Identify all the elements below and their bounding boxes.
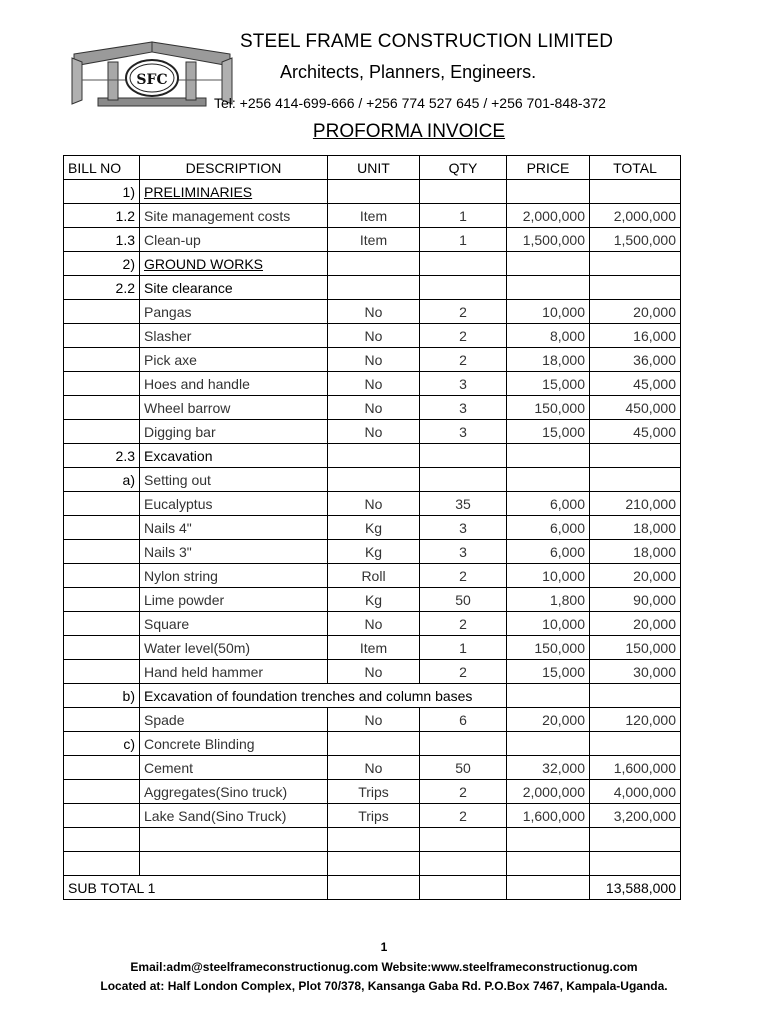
cell-bill-no [64, 756, 140, 780]
cell-total: 18,000 [590, 540, 681, 564]
cell-bill-no: 2) [64, 252, 140, 276]
cell-bill-no [64, 324, 140, 348]
subtotal-value: 13,588,000 [590, 876, 681, 900]
cell-unit: No [328, 324, 420, 348]
cell-total: 120,000 [590, 708, 681, 732]
cell-bill-no: c) [64, 732, 140, 756]
cell-total: 45,000 [590, 372, 681, 396]
invoice-rows [64, 180, 681, 876]
cell-qty [420, 732, 507, 756]
cell-description: Eucalyptus [140, 492, 328, 516]
footer-contact: Email:adm@steelframeconstructionug.com Website:www.steelframeconstructionug.com [130, 960, 638, 974]
cell-price: 150,000 [507, 636, 590, 660]
cell-description: Nylon string [140, 564, 328, 588]
cell-description: Nails 4" [140, 516, 328, 540]
cell-unit: No [328, 708, 420, 732]
cell-description: Lake Sand(Sino Truck) [140, 804, 328, 828]
cell-qty [420, 468, 507, 492]
table-row [64, 420, 681, 444]
cell-price [507, 252, 590, 276]
col-header-price: PRICE [507, 156, 590, 180]
subtotal-label: SUB TOTAL 1 [64, 876, 328, 900]
table-row [64, 396, 681, 420]
cell-bill-no [64, 516, 140, 540]
cell-price: 20,000 [507, 708, 590, 732]
cell-price: 10,000 [507, 564, 590, 588]
table-row [64, 180, 681, 204]
cell-description: Hand held hammer [140, 660, 328, 684]
company-phone: Tel: +256 414-699-666 / +256 774 527 645 / +256 701-848-372 [214, 95, 606, 111]
cell-description: Site management costs [140, 204, 328, 228]
cell-description [140, 828, 328, 852]
cell-unit: No [328, 372, 420, 396]
cell-total: 45,000 [590, 420, 681, 444]
company-tagline: Architects, Planners, Engineers. [280, 62, 537, 82]
cell-total: 20,000 [590, 612, 681, 636]
cell-qty [420, 180, 507, 204]
cell-bill-no: 2.2 [64, 276, 140, 300]
table-row [64, 588, 681, 612]
footer-address: Located at: Half London Complex, Plot 70/378, Kansanga Gaba Rd. P.O.Box 7467, Kampala-Uganda. [100, 979, 668, 993]
table-row [64, 492, 681, 516]
cell-bill-no [64, 708, 140, 732]
cell-price: 8,000 [507, 324, 590, 348]
cell-total: 20,000 [590, 564, 681, 588]
cell-unit [328, 252, 420, 276]
cell-bill-no: 1.2 [64, 204, 140, 228]
cell-qty: 2 [420, 660, 507, 684]
table-row [64, 684, 681, 708]
cell-unit [328, 852, 420, 876]
cell-price [507, 684, 590, 708]
table-row [64, 204, 681, 228]
table-row [64, 708, 681, 732]
cell-description: Lime powder [140, 588, 328, 612]
cell-total [590, 468, 681, 492]
cell-price: 15,000 [507, 420, 590, 444]
cell-unit: No [328, 348, 420, 372]
logo-text: SFC [136, 72, 168, 88]
cell-total: 210,000 [590, 492, 681, 516]
table-row [64, 852, 681, 876]
cell-qty: 35 [420, 492, 507, 516]
cell-bill-no [64, 420, 140, 444]
table-row [64, 756, 681, 780]
cell-unit: Kg [328, 588, 420, 612]
cell-qty: 3 [420, 372, 507, 396]
cell-bill-no: 1.3 [64, 228, 140, 252]
cell-qty [420, 252, 507, 276]
cell-price: 2,000,000 [507, 780, 590, 804]
table-row [64, 660, 681, 684]
cell-unit: Item [328, 228, 420, 252]
cell-bill-no [64, 804, 140, 828]
cell-qty: 2 [420, 804, 507, 828]
cell-total [590, 444, 681, 468]
cell-total [590, 180, 681, 204]
cell-description: Square [140, 612, 328, 636]
cell-description: PRELIMINARIES [140, 180, 328, 204]
cell-qty [420, 852, 507, 876]
cell-unit: No [328, 612, 420, 636]
cell-unit [328, 732, 420, 756]
cell-price [507, 852, 590, 876]
cell-description: Concrete Blinding [140, 732, 328, 756]
col-header-qty: QTY [420, 156, 507, 180]
cell-total: 90,000 [590, 588, 681, 612]
cell-qty: 6 [420, 708, 507, 732]
col-header-bill-no: BILL NO [64, 156, 140, 180]
company-name: STEEL FRAME CONSTRUCTION LIMITED [240, 31, 614, 52]
table-cell [328, 876, 420, 900]
cell-total: 1,600,000 [590, 756, 681, 780]
cell-price: 2,000,000 [507, 204, 590, 228]
cell-price: 10,000 [507, 300, 590, 324]
cell-total: 2,000,000 [590, 204, 681, 228]
cell-qty: 2 [420, 612, 507, 636]
cell-price: 15,000 [507, 660, 590, 684]
cell-bill-no [64, 660, 140, 684]
table-row [64, 300, 681, 324]
cell-unit: Kg [328, 540, 420, 564]
cell-unit [328, 468, 420, 492]
cell-description: GROUND WORKS [140, 252, 328, 276]
cell-qty: 2 [420, 324, 507, 348]
table-row [64, 252, 681, 276]
table-row [64, 348, 681, 372]
table-row [64, 636, 681, 660]
cell-description: Clean-up [140, 228, 328, 252]
cell-bill-no: 2.3 [64, 444, 140, 468]
cell-unit: Item [328, 204, 420, 228]
table-row [64, 540, 681, 564]
cell-total: 150,000 [590, 636, 681, 660]
cell-qty: 1 [420, 636, 507, 660]
cell-price [507, 180, 590, 204]
table-row [64, 612, 681, 636]
cell-unit: No [328, 420, 420, 444]
cell-description: Wheel barrow [140, 396, 328, 420]
cell-bill-no: b) [64, 684, 140, 708]
cell-qty: 2 [420, 780, 507, 804]
cell-price: 6,000 [507, 540, 590, 564]
cell-total [590, 684, 681, 708]
table-cell [420, 876, 507, 900]
col-header-description: DESCRIPTION [140, 156, 328, 180]
table-row [64, 780, 681, 804]
cell-total: 450,000 [590, 396, 681, 420]
cell-bill-no [64, 852, 140, 876]
company-logo [68, 40, 236, 116]
cell-description: Cement [140, 756, 328, 780]
cell-price [507, 828, 590, 852]
cell-total: 30,000 [590, 660, 681, 684]
cell-bill-no: a) [64, 468, 140, 492]
cell-description: Pangas [140, 300, 328, 324]
cell-qty: 3 [420, 420, 507, 444]
cell-unit [328, 828, 420, 852]
cell-price [507, 468, 590, 492]
cell-bill-no [64, 828, 140, 852]
cell-unit: No [328, 492, 420, 516]
cell-qty [420, 828, 507, 852]
cell-price [507, 444, 590, 468]
cell-price: 6,000 [507, 516, 590, 540]
cell-price: 150,000 [507, 396, 590, 420]
page-number: 1 [380, 940, 388, 954]
cell-qty: 50 [420, 756, 507, 780]
cell-bill-no [64, 636, 140, 660]
cell-price: 6,000 [507, 492, 590, 516]
cell-description: Aggregates(Sino truck) [140, 780, 328, 804]
cell-unit: Kg [328, 516, 420, 540]
cell-bill-no [64, 300, 140, 324]
cell-price: 1,800 [507, 588, 590, 612]
cell-price: 15,000 [507, 372, 590, 396]
table-row [64, 732, 681, 756]
cell-total: 18,000 [590, 516, 681, 540]
cell-total [590, 276, 681, 300]
cell-qty: 3 [420, 396, 507, 420]
cell-bill-no [64, 396, 140, 420]
document-title: PROFORMA INVOICE [312, 121, 506, 142]
cell-description: Excavation of foundation trenches and column bases [140, 684, 507, 708]
cell-qty: 3 [420, 540, 507, 564]
cell-bill-no [64, 780, 140, 804]
table-header-row [64, 156, 681, 180]
table-row [64, 468, 681, 492]
cell-total: 16,000 [590, 324, 681, 348]
cell-qty: 1 [420, 204, 507, 228]
cell-description: Setting out [140, 468, 328, 492]
table-row [64, 324, 681, 348]
cell-total: 36,000 [590, 348, 681, 372]
cell-price: 1,600,000 [507, 804, 590, 828]
cell-total: 1,500,000 [590, 228, 681, 252]
table-row [64, 516, 681, 540]
cell-description: Excavation [140, 444, 328, 468]
cell-total [590, 828, 681, 852]
cell-total [590, 732, 681, 756]
cell-description: Digging bar [140, 420, 328, 444]
table-row [64, 276, 681, 300]
col-header-total: TOTAL [590, 156, 681, 180]
cell-qty: 50 [420, 588, 507, 612]
cell-bill-no [64, 348, 140, 372]
cell-price: 10,000 [507, 612, 590, 636]
cell-description: Spade [140, 708, 328, 732]
cell-bill-no [64, 612, 140, 636]
cell-qty: 3 [420, 516, 507, 540]
table-row [64, 444, 681, 468]
invoice-table [63, 155, 681, 900]
cell-qty [420, 276, 507, 300]
cell-description: Pick axe [140, 348, 328, 372]
subtotal-row [64, 876, 681, 900]
cell-qty: 2 [420, 564, 507, 588]
cell-qty: 1 [420, 228, 507, 252]
cell-total: 4,000,000 [590, 780, 681, 804]
cell-bill-no [64, 492, 140, 516]
col-header-unit: UNIT [328, 156, 420, 180]
cell-description: Slasher [140, 324, 328, 348]
cell-qty [420, 444, 507, 468]
table-row [64, 228, 681, 252]
cell-unit [328, 444, 420, 468]
cell-price: 1,500,000 [507, 228, 590, 252]
cell-price: 18,000 [507, 348, 590, 372]
table-row [64, 804, 681, 828]
table-row [64, 372, 681, 396]
cell-bill-no [64, 564, 140, 588]
cell-description: Hoes and handle [140, 372, 328, 396]
table-cell [507, 876, 590, 900]
cell-price: 32,000 [507, 756, 590, 780]
cell-description: Site clearance [140, 276, 328, 300]
cell-total: 3,200,000 [590, 804, 681, 828]
cell-qty: 2 [420, 348, 507, 372]
cell-description [140, 852, 328, 876]
cell-price [507, 732, 590, 756]
cell-total [590, 852, 681, 876]
cell-unit: No [328, 756, 420, 780]
cell-unit: Trips [328, 780, 420, 804]
table-row [64, 564, 681, 588]
cell-unit: Trips [328, 804, 420, 828]
cell-description: Water level(50m) [140, 636, 328, 660]
cell-qty: 2 [420, 300, 507, 324]
table-row [64, 828, 681, 852]
cell-description: Nails 3" [140, 540, 328, 564]
cell-unit: Item [328, 636, 420, 660]
cell-unit: No [328, 396, 420, 420]
cell-bill-no [64, 588, 140, 612]
cell-unit: No [328, 300, 420, 324]
cell-unit: Roll [328, 564, 420, 588]
cell-price [507, 276, 590, 300]
cell-unit [328, 180, 420, 204]
cell-bill-no [64, 372, 140, 396]
cell-bill-no [64, 540, 140, 564]
cell-unit [328, 276, 420, 300]
cell-unit: No [328, 660, 420, 684]
cell-total [590, 252, 681, 276]
cell-total: 20,000 [590, 300, 681, 324]
cell-bill-no: 1) [64, 180, 140, 204]
